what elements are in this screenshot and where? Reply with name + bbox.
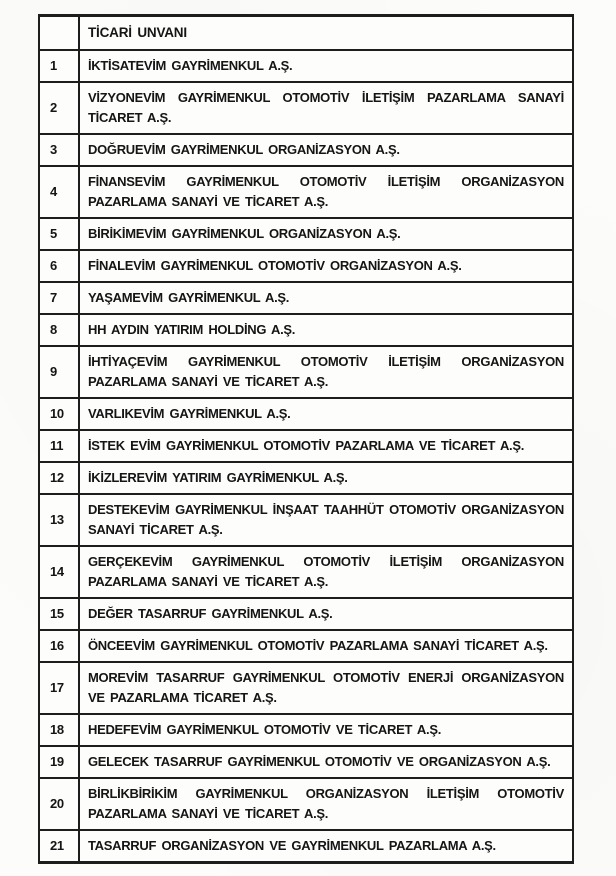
company-name: TASARRUF ORGANİZASYON VE GAYRİMENKUL PAZARLAMA A.Ş. xyxy=(79,830,573,863)
company-name: MOREVİM TASARRUF GAYRİMENKUL OTOMOTİV ENERJİ ORGANİZASYON VE PAZARLAMA TİCARET A.Ş. xyxy=(79,662,573,714)
company-name: FİNANSEVİM GAYRİMENKUL OTOMOTİV İLETİŞİM ORGANİZASYON PAZARLAMA SANAYİ VE TİCARET A.Ş. xyxy=(79,166,573,218)
row-number: 21 xyxy=(39,830,79,863)
company-name: İKTİSATEVİM GAYRİMENKUL A.Ş. xyxy=(79,50,573,82)
row-number: 20 xyxy=(39,778,79,830)
company-list-table xyxy=(38,14,574,864)
table-row xyxy=(39,314,573,346)
company-name: YAŞAMEVİM GAYRİMENKUL A.Ş. xyxy=(79,282,573,314)
row-number: 17 xyxy=(39,662,79,714)
table-row xyxy=(39,134,573,166)
table-row xyxy=(39,630,573,662)
column-header-trade-name: TİCARİ UNVANI xyxy=(79,16,573,51)
company-name: DOĞRUEVİM GAYRİMENKUL ORGANİZASYON A.Ş. xyxy=(79,134,573,166)
table-row xyxy=(39,82,573,134)
company-name: VARLIKEVİM GAYRİMENKUL A.Ş. xyxy=(79,398,573,430)
table-row xyxy=(39,398,573,430)
table-row xyxy=(39,218,573,250)
company-name: İKİZLEREVİM YATIRIM GAYRİMENKUL A.Ş. xyxy=(79,462,573,494)
row-number: 11 xyxy=(39,430,79,462)
company-name: GELECEK TASARRUF GAYRİMENKUL OTOMOTİV VE ORGANİZASYON A.Ş. xyxy=(79,746,573,778)
company-name: ÖNCEEVİM GAYRİMENKUL OTOMOTİV PAZARLAMA SANAYİ TİCARET A.Ş. xyxy=(79,630,573,662)
row-number: 8 xyxy=(39,314,79,346)
company-name: İHTİYAÇEVİM GAYRİMENKUL OTOMOTİV İLETİŞİM ORGANİZASYON PAZARLAMA SANAYİ VE TİCARET A.Ş. xyxy=(79,346,573,398)
row-number: 9 xyxy=(39,346,79,398)
table-row xyxy=(39,50,573,82)
company-name: BİRLİKBİRİKİM GAYRİMENKUL ORGANİZASYON İLETİŞİM OTOMOTİV PAZARLAMA SANAYİ VE TİCARET A.Ş. xyxy=(79,778,573,830)
table-row xyxy=(39,462,573,494)
row-number: 15 xyxy=(39,598,79,630)
table-row xyxy=(39,546,573,598)
table-row xyxy=(39,598,573,630)
row-number: 5 xyxy=(39,218,79,250)
table-row xyxy=(39,714,573,746)
row-number: 6 xyxy=(39,250,79,282)
row-number: 2 xyxy=(39,82,79,134)
row-number: 3 xyxy=(39,134,79,166)
company-name: VİZYONEVİM GAYRİMENKUL OTOMOTİV İLETİŞİM PAZARLAMA SANAYİ TİCARET A.Ş. xyxy=(79,82,573,134)
company-name: İSTEK EVİM GAYRİMENKUL OTOMOTİV PAZARLAMA VE TİCARET A.Ş. xyxy=(79,430,573,462)
row-number: 16 xyxy=(39,630,79,662)
table-row xyxy=(39,662,573,714)
row-number: 7 xyxy=(39,282,79,314)
row-number: 1 xyxy=(39,50,79,82)
column-header-number xyxy=(39,16,79,51)
table-row xyxy=(39,778,573,830)
table-row xyxy=(39,494,573,546)
row-number: 14 xyxy=(39,546,79,598)
table-row xyxy=(39,250,573,282)
row-number: 4 xyxy=(39,166,79,218)
row-number: 13 xyxy=(39,494,79,546)
table-row xyxy=(39,430,573,462)
row-number: 10 xyxy=(39,398,79,430)
row-number: 19 xyxy=(39,746,79,778)
company-name: DESTEKEVİM GAYRİMENKUL İNŞAAT TAAHHÜT OTOMOTİV ORGANİZASYON SANAYİ TİCARET A.Ş. xyxy=(79,494,573,546)
company-name: FİNALEVİM GAYRİMENKUL OTOMOTİV ORGANİZASYON A.Ş. xyxy=(79,250,573,282)
company-name: DEĞER TASARRUF GAYRİMENKUL A.Ş. xyxy=(79,598,573,630)
table-row xyxy=(39,166,573,218)
table-row xyxy=(39,746,573,778)
row-number: 18 xyxy=(39,714,79,746)
row-number: 12 xyxy=(39,462,79,494)
table-row xyxy=(39,282,573,314)
company-name: BİRİKİMEVİM GAYRİMENKUL ORGANİZASYON A.Ş. xyxy=(79,218,573,250)
company-name: GERÇEKEVİM GAYRİMENKUL OTOMOTİV İLETİŞİM ORGANİZASYON PAZARLAMA SANAYİ VE TİCARET A.Ş. xyxy=(79,546,573,598)
table-row xyxy=(39,346,573,398)
company-name: HH AYDIN YATIRIM HOLDİNG A.Ş. xyxy=(79,314,573,346)
table-header-row xyxy=(39,16,573,51)
table-row xyxy=(39,830,573,863)
company-name: HEDEFEVİM GAYRİMENKUL OTOMOTİV VE TİCARET A.Ş. xyxy=(79,714,573,746)
